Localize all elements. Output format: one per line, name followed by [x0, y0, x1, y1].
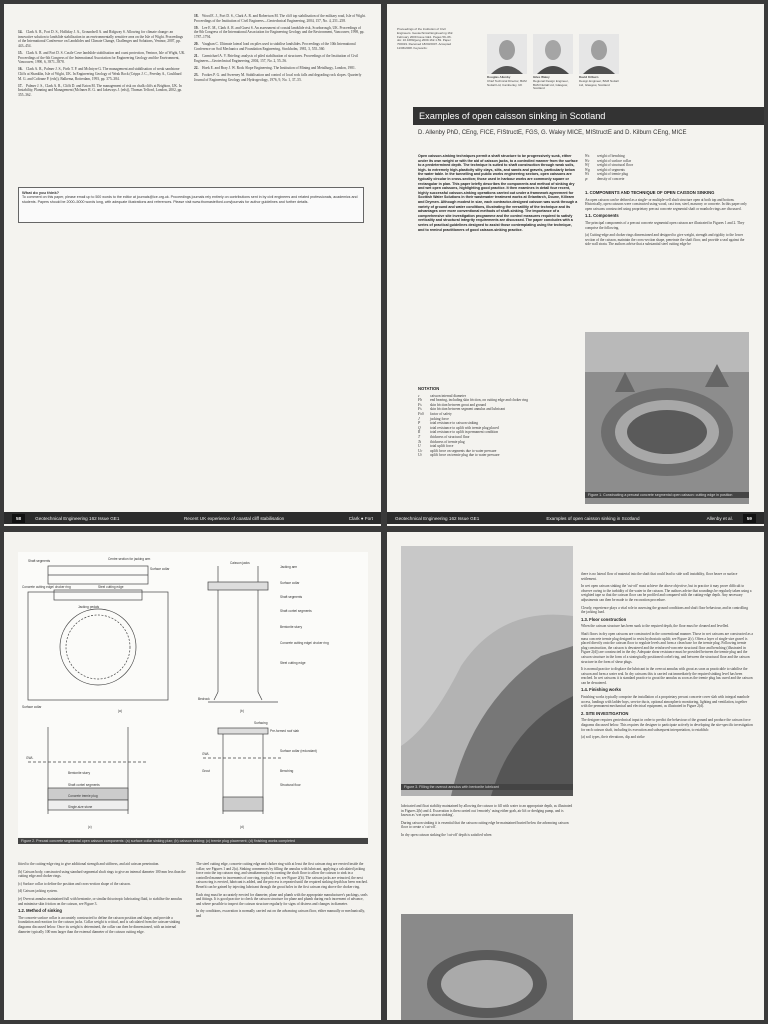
fig2a-label-centre-section: Centre section for jacking arm — [108, 557, 151, 561]
list-item-c: (c) Surface collar to define the position and cross-section shape of the caisson. — [18, 881, 131, 886]
body-column-right — [585, 188, 749, 250]
figure-2-diagram — [18, 552, 368, 837]
notation-symbol: Fb — [418, 398, 422, 403]
feedback-box-text: To comment on this paper, please email up to 500 words to the editor at journals@ice.org.uk. Proceedings journals rely entirely on contributions sent in by civil engineers and related professionals, academics and students. Papers should be 2000–5000 words long, with adequate illustrations and references. Please visit www.thomastelford.com/journals for author guidelines and further details. — [22, 195, 358, 204]
notation-symbol: T — [418, 434, 420, 439]
notation-list — [418, 384, 578, 458]
fig2d-label-benching: Benching — [280, 769, 294, 773]
reference-number: 15. — [18, 50, 23, 55]
notation-symbol: Q — [418, 425, 421, 430]
section-1-3-p2: Shaft floors in dry open caissons are constructed in the conventional manner. Those in wet caissons are constructed as a mass concrete tremie plug designed to resist hydrostatic uplift; see Figure 2(c). Often a layer of single-size gravel is placed directly onto the caisson floor to regulate levels and form a clean base for the tremie plug. Following tremie plug construction, the caisson is dewatered and the reinforced-concrete structural floor and benching (illustrated in Figure 2(d)) are constructed in the dry. Adequate shear resistance must be provided between the tremie plug and the caisson structure in the form of a strategically positioned corbel ring, and between the structural floor and the caisson structure in the form of shear plugs. — [581, 631, 753, 664]
notation-symbol: Uc — [418, 448, 423, 453]
reference-item — [194, 66, 366, 71]
author-photo-waley — [533, 34, 573, 74]
section-1-3-heading: 1.3. Floor construction — [581, 616, 627, 622]
figure-3-photo — [401, 546, 573, 796]
page-number: 58 — [12, 514, 25, 523]
reference-item — [194, 73, 366, 82]
reference-item — [18, 51, 186, 65]
notation-definition: weight of surface collar — [597, 158, 632, 163]
figure-3-caption: Figure 3. Filling the overcut annulus with bentonite lubricant — [401, 784, 573, 790]
section-2-text: The designer requires geotechnical input in order to predict the behaviour of the ground and produce the caisson force diagrams discussed below. This requires the designer to participate actively in developing the site-specific investigation for each caisson shaft, including its execution and subsequent interpretation, to establish: — [581, 718, 753, 732]
reference-text: Fookes P. G. and Sweeney M. Stabilisation and control of local rock falls and degrading rock slopes. Quarterly Journal of Engineering Geology and Hydrogeology, 1976, 9, No. 1, 37–55. — [194, 72, 362, 82]
article-title: Examples of open caisson sinking in Scotland — [413, 107, 764, 125]
figure-4-photo — [401, 914, 573, 1020]
notation-symbol: R — [418, 430, 421, 435]
notation-symbol: Wt — [585, 172, 589, 177]
fig2a-label-jacking-pedals: Jacking pedals — [78, 605, 100, 609]
notation-symbol: J — [418, 416, 420, 421]
reference-item — [18, 67, 186, 81]
list-item-a-cont: fitted to the cutting-edge ring to give additional strength and stiffness, and aid caisson penetration. — [18, 862, 160, 866]
fig2d-label-floor: Structural floor — [280, 783, 301, 787]
reference-number: 23. — [194, 72, 199, 77]
figure-2-caption: Figure 2. Precast concrete segmental open caisson components: (a) surface collar sinking plan; (b) caisson sinking; (c) tremie plug placement; (d) finishing works completed — [18, 838, 368, 844]
notation-definition: density of concrete — [597, 176, 625, 181]
paragraph-2: During caisson sinking it is essential that the caisson cutting edge be maintained buried below the advancing caisson floor to create a 'cut-off'. — [401, 820, 569, 830]
fig2b-label-steel-edge: Steel cutting edge — [280, 661, 306, 665]
footer-article-title: Recent UK experience of coastal cliff stabilisation — [183, 515, 285, 521]
fig2a-caption-letter: (a) — [118, 709, 122, 713]
paragraph-1: The steel cutting edge, concrete cutting edge and choker ring with at least the first caisson ring are erected inside the collar; see Figures 1 and 2(a). Sinking commences by filling the annulus with lubricant, applying a calculated jacking force onto the top caisson ring, and simultaneously excavating the shaft floor to allow the caisson to sink in a controlled manner in increments of one ring, typically 1 m; see Figure 2(b). The caisson jacks are retracted, the next caisson ring is erected, lubricant is added, and the process is repeated until the required sinking depth has been reached. Benefit can be gained by injecting lubricant through the grout holes in the first caisson ring above the choker ring. — [196, 862, 368, 889]
notation-definition: total resistance to caisson sinking — [430, 421, 479, 426]
page-60 — [4, 532, 381, 1020]
notation-symbol: Wf — [585, 163, 589, 168]
paragraph-2: Each ring must be accurately erected for diameter, plane and plumb with the appropriate manufacturer's packings, seals and fittings. It is good practice to check the caisson structure for plane and plumb during each increment of advance, and where possible to inspect the caisson structure regularly for signs of distress and changes in diameter. — [196, 892, 368, 906]
notation-definition: uplift force on tremie plug due to water pressure — [430, 453, 500, 458]
list-item-e: (e) Overcut annulus maintained full with bentonite, or similar thixotropic lubricating fluid, to stabilise the annulus and minimise skin friction on the caisson, see Figure 3. — [18, 896, 182, 906]
figure-1-photo — [585, 332, 749, 504]
author-caption-allenby: Douglas Allenby Chief Technical Director, BAM Nuttall Ltd, Camberley, UK — [487, 75, 527, 87]
footer-article-title: Examples of open caisson sinking in Scotland — [546, 515, 640, 521]
fig2d-label-roof-slab: Pre-formed roof slab — [270, 729, 300, 733]
list-item-d: (d) Caisson jacking system. — [18, 889, 58, 894]
reference-text: Clark A. R. and Fort D. S. Castle Cove landslide stabilisation and coast protection, Ventnor, Isle of Wight, UK. Proceedings of the 6th Congress of the International Association for Engineering Geology and the Environment, Vancouver, 1990, 6, 3971–3978. — [18, 50, 186, 65]
page-58 — [4, 4, 381, 526]
fig2c-label-corbel: Shaft corbel segments — [68, 783, 100, 787]
reference-number: 18. — [194, 14, 199, 18]
fig2a-label-surface-collar: Surface collar — [150, 567, 170, 571]
notation-definition: uplift force on segments due to water pressure — [430, 448, 497, 453]
notation-definition: total resistance to uplift in permanent condition — [430, 430, 499, 435]
fig2c-label-bentonite: Bentonite slurry — [68, 771, 91, 775]
fig2b-label-bentonite: Bentonite slurry — [280, 625, 303, 629]
references-right-column — [194, 14, 366, 85]
notation-symbol: FoS — [418, 411, 424, 416]
notation-definition: end bearing, including skin friction, on cutting edge and choker ring — [430, 398, 529, 403]
section-2-heading: 2. SITE INVESTIGATION — [581, 710, 629, 716]
notation-definition: weight of benching — [597, 154, 625, 158]
fig2c-label-tremie: Concrete tremie plug — [68, 794, 98, 798]
notation-symbol: Ts — [418, 439, 422, 444]
reference-text: Clark A. R., Palmer J. S., Firth T. P. and McIntyre G. The management and stabilisation of weak sandstone Cliffs at Shanklin, Isle of Wight, UK. In Engineering Geology of Weak Rock (Cripps J. C., Fereday A., Coulthard M. G. and Coltrane P. (eds)), Balkema, Rotterdam, 1993, pp. 375–384. — [18, 67, 182, 81]
fig2a-label-cutting-edge: Concrete cutting edge/ choker ring — [22, 585, 71, 589]
notation-heading: NOTATION — [418, 386, 440, 391]
footer-author: Clark ● Fort — [348, 515, 374, 521]
notation-symbol: Wc — [585, 158, 590, 163]
reference-number: 20. — [194, 42, 199, 47]
reference-number: 17. — [18, 83, 23, 88]
section-1-4-heading: 1.4. Finishing works — [581, 687, 622, 693]
footer-journal: Geotechnical Engineering 162 Issue GE1 — [35, 515, 120, 521]
body-column-left — [401, 804, 573, 841]
notation-symbol: Wg — [585, 167, 590, 172]
paragraph-3: In dry conditions, excavation is normally carried out on the advancing caisson floor, either manually or mechanically, and — [196, 909, 365, 918]
notation-row — [585, 177, 745, 182]
references-left-column — [18, 30, 186, 100]
reference-number: 14. — [18, 30, 23, 34]
notation-definition: thickness of structural floor — [430, 434, 470, 439]
notation-definition: weight of segments — [597, 167, 625, 172]
notation-definition: total uplift force — [430, 444, 454, 449]
author-photo-kilburn — [579, 34, 619, 74]
reference-text: Lee E. M., Clark A. R. and Guest S. An assessment of coastal landslide risk, Scarborough, UK. Proceedings of the 8th Congress of the International Association for Engineering Geology and the Environment, Vancouver, 1998, pp. 1787–1794. — [194, 25, 365, 39]
page-footer — [4, 512, 381, 524]
article-byline: D. Allenby PhD, CEng, FICE, FIStructE, FGS, G. Waley MICE, MIStructE and D. Kilburn CEng, MICE — [418, 130, 687, 136]
notation-symbol: U — [418, 444, 421, 449]
section-1-3-text: When the caisson structure has been sunk to the required depth, the floor must be cleaned and levelled. — [581, 624, 729, 629]
notation-definition: skin friction between segment annulus and lubricant — [430, 407, 506, 412]
fig2b-label-corbel-segments: Shaft corbel segments — [280, 609, 312, 613]
paragraph-5: In wet open caisson sinking the 'cut-off' must achieve the above objective, but in practice it may prove difficult to observe owing to the turbidity of the water in the caisson. The authors advise that soundings be regularly taken using a weighted tape so that the caisson floor can be profiled and compared with the cutting-edge depth. Any necessary adjustments can then be made to the excavation procedure. — [581, 584, 752, 602]
section-1-2-heading: 1.2. Method of sinking — [18, 908, 62, 914]
list-item-b: (b) Caisson body, constructed using standard segmental shaft rings to give an internal diameter 100 mm less than the cutting edge and choker rings. — [18, 869, 186, 879]
fig2d-label-redundant-collar: Surface collar (redundant) — [280, 749, 317, 753]
fig2b-label-jacking-arm: Jacking arm — [280, 565, 298, 569]
fig2a-label-shaft-segments: Shaft segments — [28, 559, 51, 563]
section-1-heading: 1. COMPONENTS AND TECHNIQUE OF OPEN CAISSON SINKING — [585, 190, 715, 195]
notation-symbol: γc — [585, 176, 589, 181]
notation-symbol: P — [418, 421, 421, 426]
reference-item — [194, 54, 366, 63]
paragraph-3: In dry open caisson sinking the 'cut-off' depth is satisfied when — [401, 832, 492, 837]
notation-symbol: Fs — [418, 407, 422, 412]
reference-text: Wood E. J., Fort D. S., Clark A. R. and Robertson M. The cliff top stabilisation of the military road, Isle of Wight. Proceedings of the Institution of Civil Engineers—Geotechnical Engineering, 2004, 157, No. 4, 251–258. — [194, 14, 366, 23]
fig2b-caption-letter: (b) — [240, 709, 244, 713]
section-1-1-item-a: (a) Cutting-edge and choker rings dimensioned and designed to give weight, strength and rigidity to the lower section of the caisson, maintain the cross-section shape, penetrate the shaft floor, and provide a seal against the side wall strata. The authors advise that a substantial steel cutting edge be — [585, 233, 745, 247]
notation-definition: jacking force — [430, 416, 449, 421]
reference-number: 19. — [194, 25, 199, 30]
reference-text: Palmer J. S., Clark A. R., Clifft D. and Eaton M. The management of risk on chalk cliffs at Brighton, UK. In Instability, Planning and Management (McInnes R. G. and Jakeways J. (eds)), Thomas Telford, London, 2002, pp. 355–362. — [18, 83, 183, 97]
notation-row — [418, 453, 578, 458]
reference-text: Hoek E. and Bray J. W. Rock Slope Engineering. The Institution of Mining and Metallurgy, London, 1981. — [202, 65, 356, 70]
notation-definition: weight of structural floor — [597, 163, 634, 168]
fig2b-label-jacks: Caisson jacks — [230, 561, 250, 565]
fig2b-label-bedrock: Bedrock — [198, 697, 210, 701]
feedback-box — [18, 187, 364, 223]
fig2b-label-cutting-edge: Concrete cutting edge/ choker ring — [280, 641, 329, 645]
author-photo-allenby — [487, 34, 527, 74]
reference-text: Carmichael A. V. Briefing: analysis of piled stabilisation of structures. Proceedings of the Institution of Civil Engineers—Geotechnical Engineering, 2004, 157, No. 2, 55–56. — [194, 53, 359, 63]
reference-item — [194, 14, 366, 23]
abstract: Open caisson-sinking techniques permit a shaft structure to be progressively sunk, either under its own weight or with the aid of caisson jacks, to a controlled manner from the surface to a predetermined depth. The technique is suited to shaft construction through weak soils, high- to extremely high-plasticity silty clays, silts, and sands and gravels, particularly below the water table. In the tunnelling and public works engineering sectors, open caissons are typically circular in cross-section; those used in harbour works are commonly square or rectangular in plan. This paper briefly describes the components and method of sinking dry and wet open caissons, highlighting good practice. It then examines in detail four recent, highly successful caisson-sinking operations carried out under a framework agreement for Scottish Water Solutions in their wastewater treatment works at Grianfarch, Doune, Killearn and Drymen. Although modest in size, each contractor-designed caisson was sunk through a variety of ground and water conditions, illustrating the versatility of the technique and its advantages over more conventional methods of shaft-sinking. The importance of a comprehensive site investigation programme and the control measures required to satisfy verticality and structural integrity requirements are discussed. The paper concludes with a series of practical guidelines designed to assist those contemplating using the technique, and to remind practitioners of good caisson-sinking practice. — [418, 154, 578, 232]
footer-journal: Geotechnical Engineering 162 Issue GE1 — [395, 515, 480, 521]
fig2b-label-shaft-segments: Shaft segments — [280, 595, 303, 599]
section-1-1-text: The principal components of a precast concrete segmental open caisson are illustrated in Figures 1 and 2. They comprise the following. — [585, 220, 745, 230]
fig2c-caption-letter: (c) — [88, 825, 92, 829]
section-2-item-a: (a) soil types, their elevations, dip and strike — [581, 735, 645, 740]
author-caption-kilburn: David Kilburn Design Engineer, BAM Nuttall Ltd, Glasgow, Scotland — [579, 75, 619, 87]
section-1-2-text: The concrete surface collar is accurately constructed to define the caisson position and shape, and provide a foundation and reaction for the caisson jacks. Collar weight is critical, and is calculated from the caisson-sinking diagrams discussed below. Once its weight is determined, the collar can then be dimensioned, with an internal diameter typically 100 mm larger than the external diameter of the caisson cutting edge. — [18, 915, 181, 934]
notation-definition: weight of tremie plug — [597, 172, 629, 177]
fig2d-label-surfacing: Surfacing — [254, 721, 268, 725]
fig2b-label-surface-collar: Surface collar — [280, 581, 300, 585]
section-1-3-p3: It is normal practice to displace the lubricant in the overcut annulus with grout as soon as practicable to stabilise the caisson and form a water seal. In dry caissons this is carried out immediately the required sinking level has been reached. In wet caissons it is standard practice to grout the annulus as soon as the tremie plug has cured and the caisson can be dewatered. — [581, 667, 753, 685]
author-caption-waley: Giles Waley Regional Design Engineer, BAM Nuttall Ltd, Glasgow, Scotland — [533, 75, 569, 91]
fig2a-label-steel-edge: Steel cutting edge — [98, 585, 124, 589]
reference-number: 21. — [194, 53, 199, 58]
notation-list-continued — [585, 154, 745, 182]
page-59 — [387, 4, 764, 526]
fig2c-label-gwl: GWL — [26, 756, 34, 760]
fig2c-label-stone: Single-size stone — [68, 805, 93, 809]
body-column-right — [581, 572, 753, 743]
footer-author: Allenby et al. — [706, 515, 733, 521]
paragraph-1: lubricated and float stability maintained by allowing the caisson to fill with water to an appropriate depth, as illustrated in Figures 2(b) and 4. Excavation is then carried out 'remotely' using either grab, air lift or dredging pump, and is known as 'wet open caisson sinking'. — [401, 804, 573, 818]
fig2d-label-gwl: GWL — [202, 752, 210, 756]
notation-symbol: c — [418, 393, 420, 398]
fig2a-label-collar: Surface collar — [22, 705, 42, 709]
notation-definition: caisson internal diameter — [430, 393, 466, 398]
feedback-box-title: What do you think? — [22, 190, 60, 195]
fig2d-caption-letter: (d) — [240, 825, 244, 829]
reference-text: Clark A. R., Fort D. S., Holliday J. A., Groundsell A. and Ridgway S. Allowing for climate change: an innovative solution to landslide stabilisation in an environmentally sensitive area on the Isle of Wight. Proceedings of the International Conference on Landslides and Climate Change, Challenges and Solutions, Ventnor, 2007, pp. 443–454. — [18, 30, 184, 48]
page-number: 59 — [743, 514, 756, 523]
notation-symbol: Ut — [418, 453, 422, 458]
reference-item — [18, 84, 186, 98]
body-column-left — [18, 862, 186, 937]
reference-item — [194, 26, 366, 40]
notation-definition: total resistance to uplift with tremie plug placed — [430, 425, 499, 430]
section-1-4-text: Finishing works typically comprise the installation of a proprietary precast concrete cover slab with integral manhole access, landings with ladder bays, service ducts, optional atmospheric monitoring, lighting and ventilation, together with the permanent mechanical and electrical equipment, as illustrated in Figure 2(d). — [581, 695, 750, 709]
page-footer — [387, 512, 764, 524]
reference-text: Vaughan C. Ultimate lateral load on piles used to stabilise landslides. Proceedings of the 10th International Conference on Soil Mechanics and Foundation Engineering, Stockholm, 1981, 3, 555–560. — [194, 42, 356, 51]
reference-number: 22. — [194, 65, 199, 70]
article-metadata: Proceedings of the Institution of Civil Engineers. Geotechnical Engineering 162. February 2009 Issue GE1. Pages 59–66. doi: 10.1680/geng.2009.162.1.59. Paper 700019. Received 18/03/2007. Accepted 11/06/2008. Keywords: — [397, 27, 454, 50]
section-1-text: An open caisson can be defined as a single- or multiple-cell shaft structure open at both top and bottom. Historically, open caissons were constructed using wood, cast iron, steel, masonry or concrete. In this paper only open caissons constructed using proprietary precast concrete segmental shaft or manhole rings are discussed. — [585, 197, 747, 211]
paragraph-6: Clearly, experience plays a vital role in assessing the ground conditions and shaft floor behaviour, and in controlling the jacking load. — [581, 605, 748, 615]
body-column-right — [196, 862, 368, 922]
figure-1-caption: Figure 1. Constructing a precast concrete segmental open caisson: cutting edge in position — [585, 492, 749, 498]
notation-symbol: Ws — [585, 154, 590, 158]
reference-item — [18, 30, 186, 48]
fig2d-label-grout: Grout — [202, 769, 210, 773]
notation-definition: skin friction between grout and ground — [430, 402, 486, 407]
paragraph-4: there is no lateral flow of material into the shaft that could lead to side wall instability, floor heave or surface settlement. — [581, 572, 738, 581]
notation-symbol: Fs — [418, 402, 422, 407]
notation-definition: thickness of tremie plug — [430, 439, 465, 444]
page-61 — [387, 532, 764, 1020]
reference-number: 16. — [18, 67, 23, 72]
section-1-1-heading: 1.1. Components — [585, 213, 619, 219]
notation-definition: factor of safety — [430, 411, 452, 416]
reference-item — [194, 42, 366, 51]
